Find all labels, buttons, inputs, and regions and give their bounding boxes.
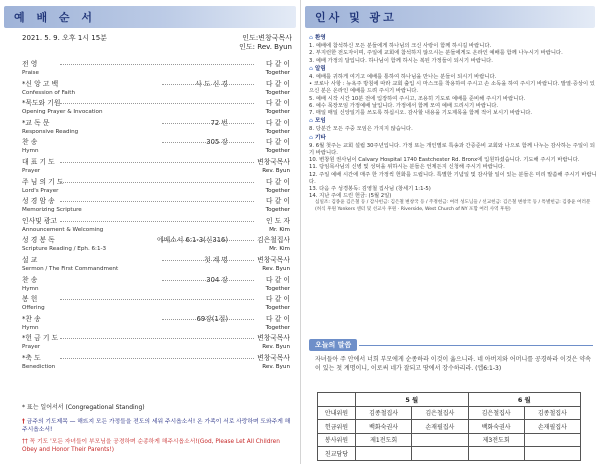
- worship-leader: [239, 34, 292, 52]
- announcement-item: 2. 부지런한 전도자이며, 주일에 교회에 참석하지 않으시는 분들에게도 온라인 예배를 함께 나누시기 바랍니다.: [309, 50, 563, 57]
- worship-order-row: [22, 158, 290, 178]
- duty-roster-row: [318, 433, 581, 447]
- order-item-leader: 다 같 이: [265, 79, 290, 88]
- order-item-title: *축 도: [22, 353, 41, 362]
- order-item-leader: 변창국목사: [257, 255, 290, 264]
- order-item-detail: 69장(1절): [196, 314, 228, 323]
- todays-verse-text: 자녀들아 주 안에서 너희 부모에게 순종하라 이것이 옳으니라. 네 아버지와 어머니를 공경하라 이것은 약속이 있는 첫 계명이니, 이로써 네가 잘되고 땅에서 장수하리라. (엡6:1-3): [315, 356, 591, 372]
- section-tag-label: 기타: [315, 134, 326, 141]
- order-leader-dots: [60, 221, 254, 222]
- worship-order-row: [22, 217, 290, 237]
- order-item-leader: 다 같 이: [265, 118, 290, 127]
- announcement-item: 10. 변창원 권사님이 Calvary Hospital 1740 Eastchester Rd. Bronx에 입원하셨습니다. 기도해 주시기 바랍니다.: [309, 157, 580, 164]
- worship-meta: [22, 34, 292, 56]
- worship-order-row: [22, 178, 290, 198]
- duty-cell: 손재필집사: [524, 420, 580, 434]
- duty-cell: 김종철집사: [524, 406, 580, 420]
- duty-role-label: 헌금위원: [318, 420, 356, 434]
- worship-order-row: [22, 197, 290, 217]
- order-item-detail: 304 장: [206, 275, 228, 284]
- announcement-item: • 코로나 사항 : 뉴욕주 방침에 따라 교회 출입 시 마스크를 착용하여 주시고 손 소독을 하여 주시기 바랍니다. 발열·증상이 있으신 분은 온라인 예배를 드려 주시기 바랍니다.: [309, 81, 595, 95]
- order-item-leader-english: Together: [265, 187, 290, 194]
- order-item-leader-english: Together: [265, 207, 290, 214]
- order-item-english: Scripture Reading / Eph. 6:1-3: [22, 246, 107, 253]
- family-prayer-note: †† 꼭 기도 '모든 자녀들이 부모님을 공경하며 순종하게 해주시옵소서!(God, Please Let All Children Obey and Honor Their Parents!): [22, 439, 280, 453]
- order-item-detail: 305 장: [206, 138, 228, 147]
- order-item-leader: 김은철집사: [257, 236, 290, 245]
- order-item-title: *교 독 문: [22, 118, 50, 127]
- announcement-item: 1. 예배에 참석하신 모든 분들에게 하나님의 크신 사랑이 함께 하시길 바랍니다.: [309, 43, 492, 50]
- order-item-english: Hymn: [22, 285, 39, 292]
- order-item-english: Memorizing Scripture: [22, 207, 82, 214]
- order-item-english: Lord's Prayer: [22, 187, 59, 194]
- order-item-title: *신 앙 고 백: [22, 79, 59, 88]
- worship-banner-title: 예 배 순 서: [14, 11, 96, 24]
- worship-leader-ko: 인도:변창국목사: [242, 34, 292, 42]
- standing-note: * 표는 일어서서 (Congregational Standing): [22, 404, 145, 411]
- order-item-title: 성 경 봉 독: [22, 236, 55, 245]
- order-item-leader-english: Mr. Kim: [269, 246, 290, 253]
- announcement-item: 11. 당임목사님의 신병 및 성덕을 위하시는 분들은 언제든지 신청해 주시기 바랍니다.: [309, 164, 505, 171]
- duty-cell: 김은철집사: [412, 406, 468, 420]
- order-item-leader-english: Together: [265, 109, 290, 116]
- duty-roster-table: [317, 392, 581, 461]
- worship-order-row: [22, 99, 290, 119]
- section-tag-label: 환영: [315, 35, 326, 41]
- todays-verse-title: 오늘의 말씀: [309, 339, 357, 351]
- order-item-leader: 다 같 이: [265, 314, 290, 323]
- announcement-item: 8. 당분간 모든 주중 모임은 가지지 않습니다.: [309, 126, 413, 133]
- duty-cell: [356, 447, 412, 461]
- order-item-title: 찬 송: [22, 138, 38, 147]
- worship-order-row: [22, 256, 290, 276]
- announcement-section-tag: [309, 66, 326, 73]
- duty-cell: 제3전도회: [468, 433, 524, 447]
- announcements-panel: [301, 0, 600, 464]
- order-item-leader-english: Rev. Byun: [262, 363, 290, 370]
- order-item-leader-english: Mr. Kim: [269, 226, 290, 233]
- announcement-section-tag: [309, 118, 326, 125]
- order-item-english: Responsive Reading: [22, 128, 79, 135]
- announcement-item: 14. 지난 주에 드린 헌금: (5월 2일): [309, 193, 392, 200]
- announcement-item: 13. 다음 주 성경봉독: 김영철 집사님 (창세기 1:1-5): [309, 186, 431, 193]
- order-leader-dots: [60, 358, 254, 359]
- order-leader-dots: [60, 64, 254, 65]
- duty-cell: [412, 447, 468, 461]
- duty-cell: 백화숙권사: [356, 420, 412, 434]
- order-item-title: 성 경 암 송: [22, 197, 55, 206]
- worship-order-row: [22, 276, 290, 296]
- duty-cell: [468, 447, 524, 461]
- order-item-leader: 변창국목사: [257, 334, 290, 343]
- worship-date: 2021. 5. 9. 오후 1시 15분: [22, 34, 107, 42]
- order-item-english: Hymn: [22, 148, 39, 155]
- order-item-english: Sermon / The First Commandment: [22, 265, 119, 272]
- duty-roster-row: [318, 406, 581, 420]
- announcement-item: 6. 예수 목장모임 가정예배 날입니다. 가정에서 함께 모여 예배 드리시기 바랍니다.: [309, 102, 498, 109]
- order-item-leader-english: Together: [265, 70, 290, 76]
- order-item-leader-english: Together: [265, 128, 290, 135]
- order-leader-dots: [60, 162, 254, 163]
- announcement-item: 4. 예배를 귀하게 여기고 예배를 통하여 하나님을 만나는 분들이 되시기 바랍니다.: [309, 74, 497, 81]
- announcement-section-tag: [309, 135, 326, 142]
- order-leader-dots: [60, 182, 254, 183]
- order-item-english: Confession of Faith: [22, 89, 76, 96]
- order-item-detail: 사 도 신 경: [195, 79, 228, 88]
- prayer-topic-note: [22, 418, 292, 434]
- announcement-item: 9. 6월 첫주는 교회 설립 30주년입니다. 가정 또는 개인별로 특송과 간증준비 교회와 나으로 함께 나누는 감사하는 주일이 되기 바랍니다.: [309, 142, 595, 157]
- prayer-topic-mark: †: [22, 419, 25, 425]
- order-item-leader-english: Together: [265, 148, 290, 155]
- duty-cell: [524, 447, 580, 461]
- order-item-english: Praise: [22, 70, 39, 76]
- duty-role-label: 봉사위원: [318, 433, 356, 447]
- order-item-leader-english: Rev. Byun: [262, 344, 290, 351]
- order-item-leader: 다 같 이: [265, 60, 290, 68]
- duty-cell: 제1전도회: [356, 433, 412, 447]
- section-tag-icon: ⌂: [309, 35, 314, 41]
- order-item-title: 대 표 기 도: [22, 157, 55, 166]
- order-leader-dots: [60, 299, 254, 300]
- order-item-english: Prayer: [22, 167, 41, 174]
- order-item-title: *묵도와 기원: [22, 99, 61, 108]
- worship-leader-en: 인도: Rev. Byun: [239, 43, 292, 51]
- worship-order-row: [22, 119, 290, 139]
- duty-roster-row: [318, 447, 581, 461]
- prayer-topic-text: 금주의 기도제목 — 해뜨지 모든 가정들을 전도의 세워 주시옵소서! 온 가족이 서로 사랑하며 도와주게 해주시옵소서!: [22, 419, 291, 433]
- order-item-leader: 인 도 자: [265, 216, 290, 225]
- order-item-leader: 다 같 이: [265, 197, 290, 206]
- order-item-leader: 변창국목사: [257, 157, 290, 166]
- order-item-english: Prayer: [22, 344, 41, 351]
- duty-roster-body: [318, 406, 581, 460]
- order-item-title: 인사및 광고: [22, 216, 57, 225]
- section-tag-label: 모임: [315, 118, 326, 125]
- order-item-title: 주 님 의 기 도: [22, 177, 64, 186]
- announcements-banner: [305, 6, 595, 28]
- worship-order-row: [22, 315, 290, 335]
- order-item-leader: 변창국목사: [257, 353, 290, 362]
- order-item-leader: 다 같 이: [265, 99, 290, 108]
- duty-cell: 백화숙권사: [468, 420, 524, 434]
- order-item-leader-english: Rev. Byun: [262, 167, 290, 174]
- offering-list: 십일조: 김종윤 김은철 등 / 감사헌금: 김은철 변창국 등 / 주정헌금: 여러 성도님들 / 선교헌금: 김은철 변창국 등 / 특별헌금: 김종윤 여러분 (허식 후원 Yonkers 센터 및 선교사 후원 · Riverside, West Church of NY 포함 여러 사역 후원): [315, 200, 591, 212]
- order-item-detail: 72 번: [210, 118, 228, 127]
- duty-role-label: 친교담당: [318, 447, 356, 461]
- duty-month-june: 6 월: [468, 393, 581, 407]
- section-tag-icon: ⌂: [309, 134, 314, 141]
- todays-verse-header: [309, 338, 593, 352]
- worship-order-row: [22, 236, 290, 256]
- order-item-detail: 에베소서 6:1-3(신316): [157, 236, 228, 245]
- order-item-english: Hymn: [22, 324, 39, 331]
- order-item-leader-english: Together: [265, 305, 290, 312]
- order-item-leader: 다 같 이: [265, 138, 290, 147]
- order-item-title: 전 영: [22, 60, 38, 68]
- duty-cell: 손재필집사: [412, 420, 468, 434]
- duty-cell: [524, 433, 580, 447]
- announcements-banner-title: 인사 및 광고: [315, 11, 397, 24]
- order-leader-dots: [60, 338, 254, 339]
- order-item-english: Benediction: [22, 363, 56, 370]
- order-item-leader: 다 같 이: [265, 295, 290, 304]
- worship-order-row: [22, 295, 290, 315]
- order-item-english: Opening Prayer & Invocation: [22, 109, 103, 116]
- announcement-item: 12. 주일 예배 시간에 매주 한 가정씩 헌화를 드립니다. 특별한 기념일 및 감사할 일이 있는 분들은 미리 말씀해 주시기 바랍니다.: [309, 171, 597, 185]
- section-tag-icon: ⌂: [309, 65, 314, 72]
- announcement-item: 7. 매일 매일 신앙일기를 쓰도록 하십시오. 감사할 내용을 기도제목을 함께 적어 보시기 바랍니다.: [309, 110, 533, 117]
- duty-cell: 김종철집사: [356, 406, 412, 420]
- order-leader-dots: [60, 103, 254, 104]
- worship-order-row: [22, 80, 290, 100]
- order-item-title: *헌 금 기 도: [22, 334, 59, 343]
- order-item-leader-english: Rev. Byun: [262, 265, 290, 272]
- worship-banner: [4, 6, 296, 28]
- order-item-leader: 다 같 이: [265, 275, 290, 284]
- order-item-title: 찬 송: [22, 275, 38, 284]
- worship-order-row: [22, 334, 290, 354]
- duty-cell: [412, 433, 468, 447]
- duty-roster-row: [318, 420, 581, 434]
- order-item-title: 설 교: [22, 255, 38, 264]
- announcement-item: 3. 예배 가정의 달입니다. 하나님이 함께 하시는 복된 가정들이 되시기 바랍니다.: [309, 57, 493, 64]
- duty-cell: 김은철집사: [468, 406, 524, 420]
- announcement-item: 5. 예배 시작 시간 10분 전에 입장하여 주시고, 조용히 기도로 예배를 준비해 주시기 바랍니다.: [309, 95, 526, 102]
- order-item-leader: 다 같 이: [265, 177, 290, 186]
- order-item-title: *찬 송: [22, 314, 41, 323]
- announcement-list: [309, 34, 597, 213]
- order-item-english: Announcement & Welcoming: [22, 226, 104, 233]
- duty-month-may: 5 월: [356, 393, 469, 407]
- worship-order-row: [22, 138, 290, 158]
- worship-order-row: [22, 354, 290, 374]
- order-item-leader-english: Together: [265, 324, 290, 331]
- worship-order-list: [22, 60, 290, 374]
- announcement-section-tag: [309, 35, 326, 42]
- order-item-leader-english: Together: [265, 89, 290, 96]
- order-leader-dots: [60, 201, 254, 202]
- section-tag-icon: ⌂: [309, 118, 314, 125]
- duty-roster-corner: [318, 393, 356, 407]
- order-item-detail: 첫 계 명: [203, 255, 228, 264]
- duty-roster-header-row: [318, 393, 581, 407]
- worship-order-row: [22, 60, 290, 80]
- verse-rule: [359, 345, 593, 346]
- order-item-title: 봉 헌: [22, 295, 38, 304]
- order-item-leader-english: Together: [265, 285, 290, 292]
- order-item-english: Offering: [22, 305, 45, 312]
- duty-role-label: 안내위원: [318, 406, 356, 420]
- section-tag-label: 알림: [315, 65, 326, 72]
